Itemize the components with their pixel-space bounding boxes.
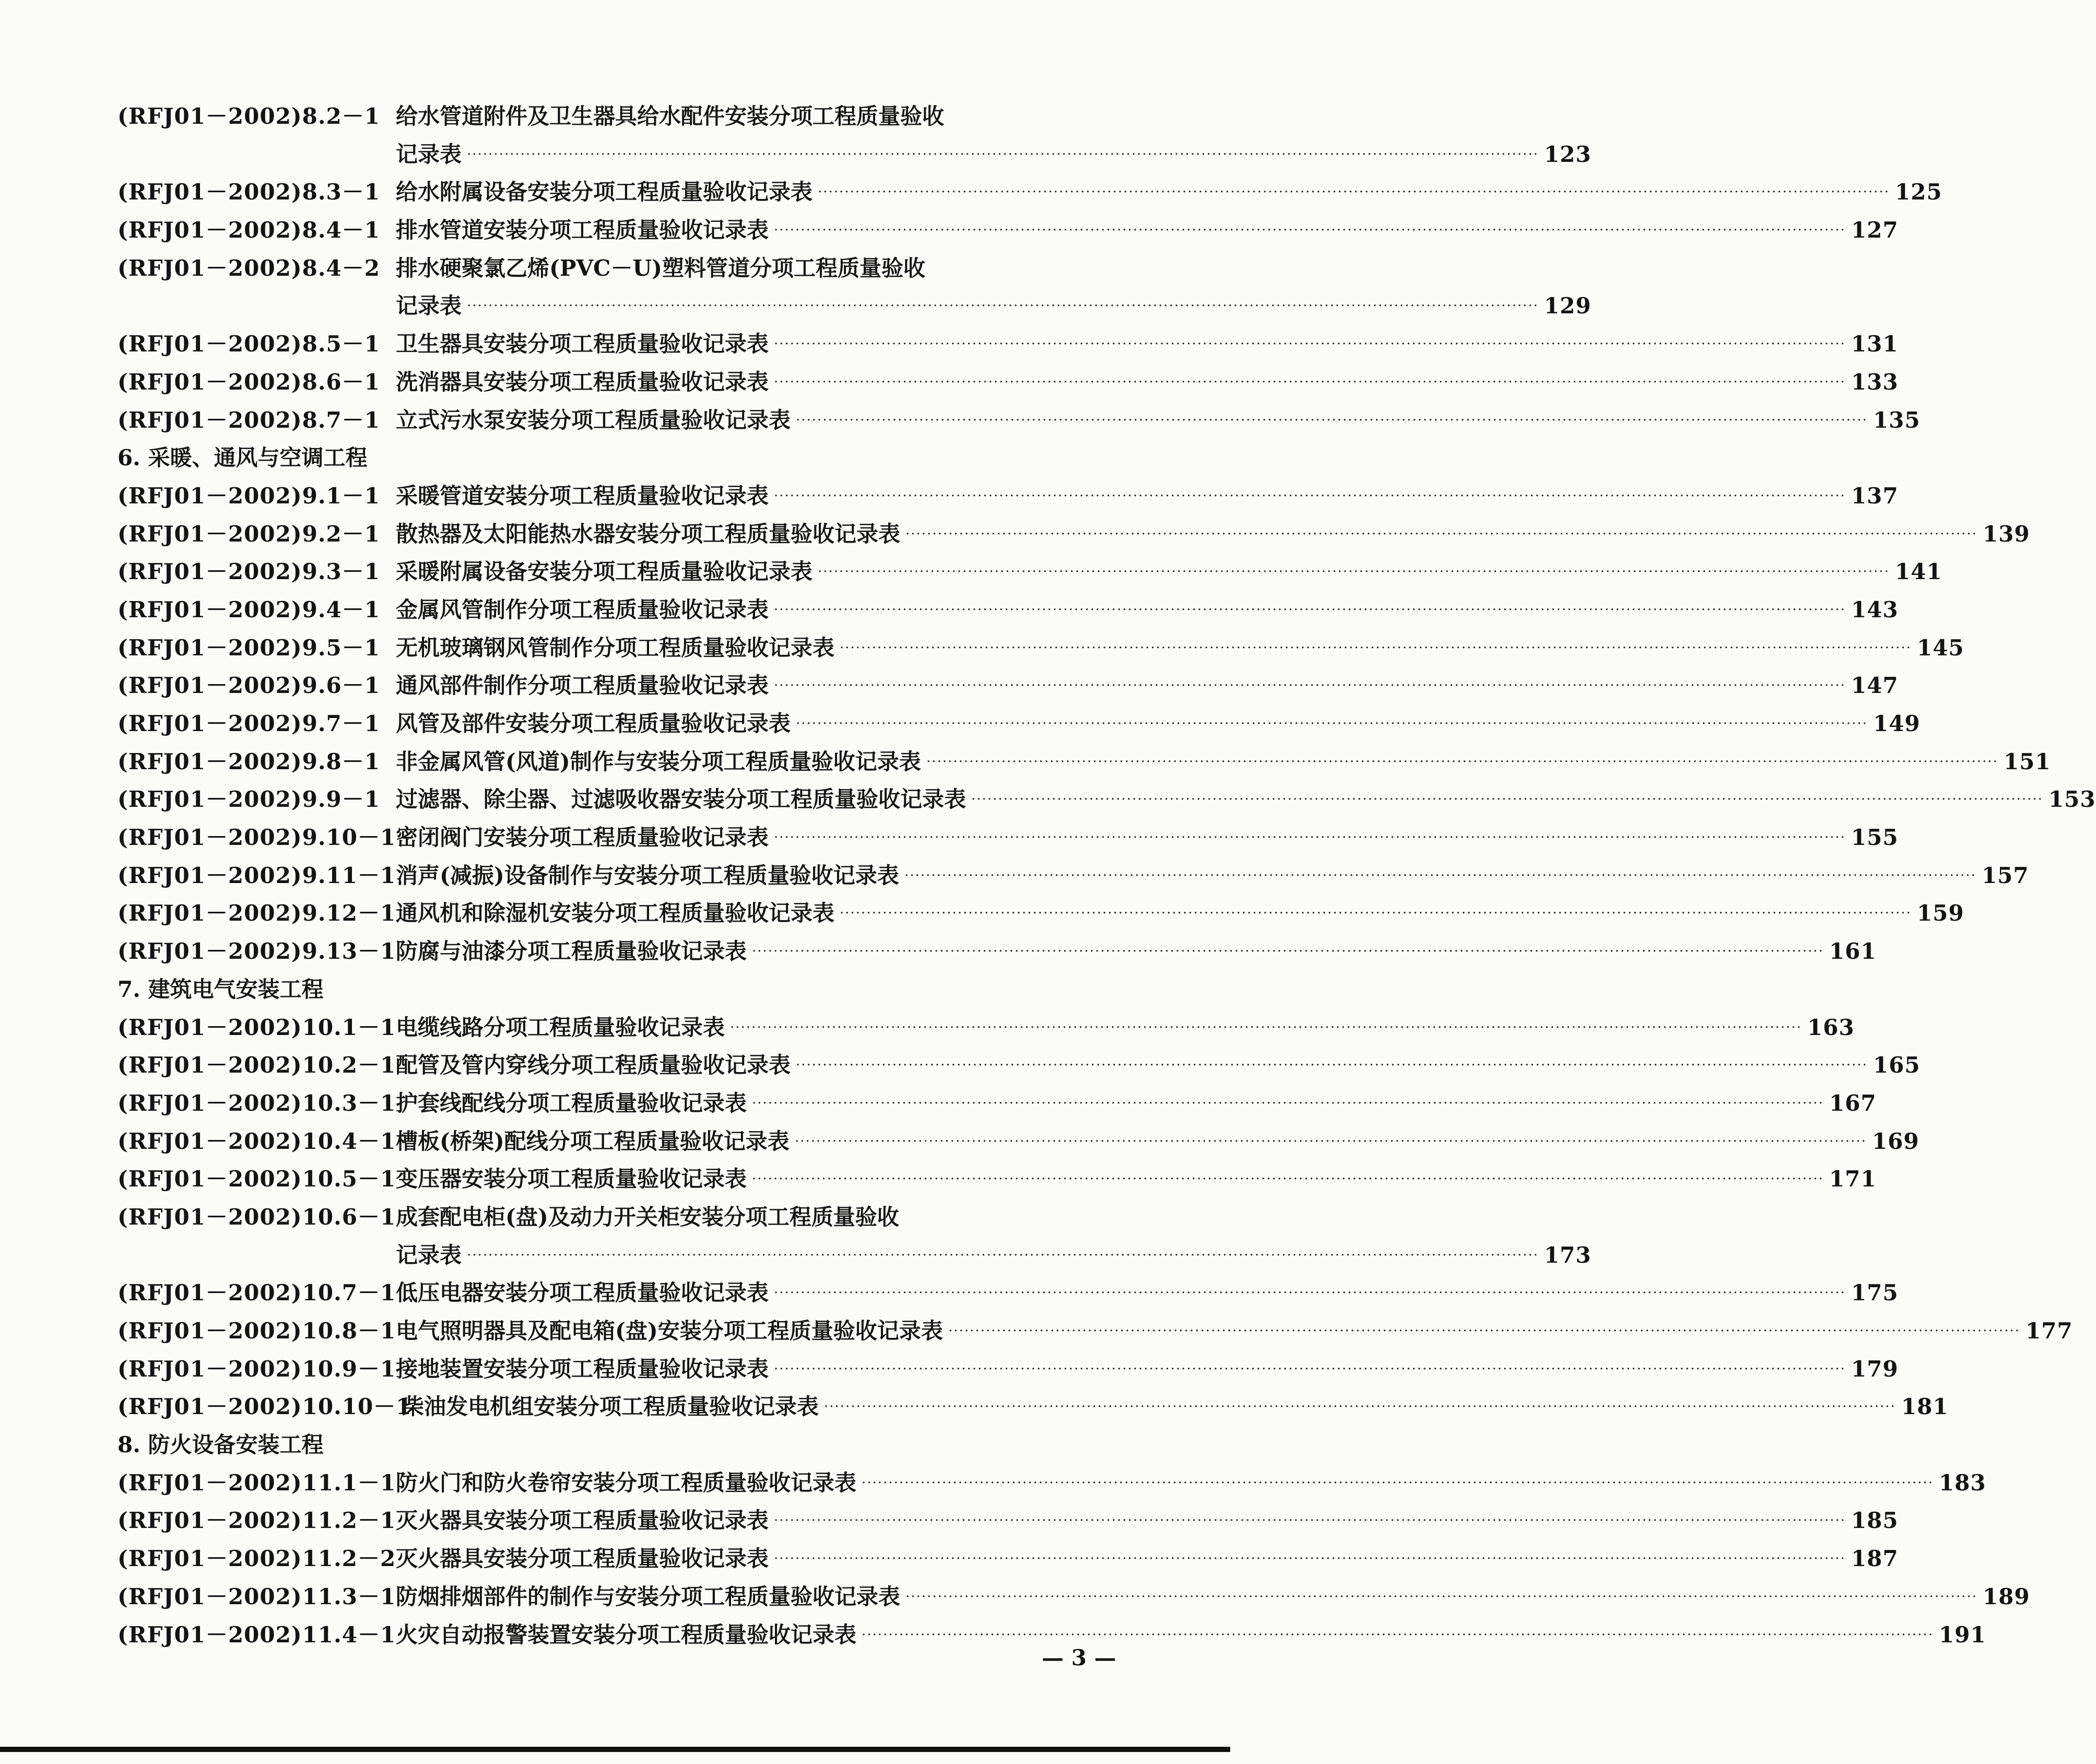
entry-page-number: 169 [1871,1128,1920,1154]
toc-entry[interactable] [117,211,1899,250]
toc-entry[interactable] [117,1350,1899,1389]
entry-title: 变压器安装分项工程质量验收记录表 [396,1166,747,1192]
entry-page-number: 133 [1851,369,1899,395]
entry-title: 风管及部件安装分项工程质量验收记录表 [396,711,791,736]
dot-leader: ········································································································································································································ [467,1247,1539,1263]
entry-page-number: 149 [1873,711,1921,736]
entry-title: 护套线配线分项工程质量验收记录表 [396,1090,747,1116]
entry-title: 防腐与油漆分项工程质量验收记录表 [396,938,747,965]
dot-leader: ········································································································································································································ [862,1627,1934,1643]
entry-page-number: 179 [1851,1356,1899,1382]
entry-title: 采暖管道安装分项工程质量验收记录表 [396,483,769,509]
dot-leader: ········································································································································································································ [752,1095,1824,1111]
dot-leader: ········································································································································································································ [905,526,1977,542]
section-heading: 8. 防火设备安装工程 [117,1432,324,1458]
entry-page-number: 173 [1544,1242,1592,1268]
entry-code: (RFJ01－2002)10.2－1 [117,1052,396,1078]
entry-title: 给水管道附件及卫生器具给水配件安装分项工程质量验收 [396,103,945,129]
dot-leader: ········································································································································································································ [467,298,1539,314]
entry-title: 电缆线路分项工程质量验收记录表 [396,1014,725,1040]
entry-title: 防火门和防火卷帘安装分项工程质量验收记录表 [396,1469,857,1496]
entry-page-number: 153 [2048,786,2096,813]
entry-page-number: 127 [1851,217,1899,243]
entry-code: (RFJ01－2002)9.7－1 [117,711,380,736]
entry-page-number: 189 [1982,1583,2030,1609]
dot-leader: ········································································································································································································ [824,1399,1896,1415]
entry-page-number: 181 [1901,1394,1949,1420]
entry-title: 接地装置安装分项工程质量验收记录表 [396,1356,769,1382]
entry-page-number: 171 [1829,1166,1877,1192]
entry-code: (RFJ01－2002)11.2－1 [117,1508,396,1534]
entry-code: (RFJ01－2002)10.1－1 [117,1014,396,1040]
dot-leader: ········································································································································································································ [840,905,1912,922]
entry-title: 柴油发电机组安装分项工程质量验收记录表 [402,1394,819,1420]
entry-title: 洗消器具安装分项工程质量验收记录表 [396,369,769,395]
entry-title: 卫生器具安装分项工程质量验收记录表 [396,331,769,357]
entry-page-number: 183 [1938,1469,1986,1496]
entry-code: (RFJ01－2002)11.4－1 [117,1621,396,1648]
toc-entry[interactable] [117,1464,1986,1502]
entry-title: 电气照明器具及配电箱(盘)安装分项工程质量验收记录表 [396,1318,943,1344]
toc-entry[interactable] [117,250,1133,288]
entry-page-number: 161 [1829,938,1877,965]
entry-code: (RFJ01－2002)9.6－1 [117,673,380,699]
toc-entry[interactable] [117,1274,1899,1312]
dot-leader: ········································································································································································································ [774,488,1846,504]
toc-entry[interactable] [117,1009,1855,1047]
entry-page-number: 135 [1873,407,1921,433]
toc-entry[interactable] [117,1085,1877,1123]
entry-page-number: 141 [1894,559,1942,585]
entry-code: (RFJ01－2002)9.4－1 [117,596,380,622]
entry-code: (RFJ01－2002)9.11－1 [117,862,396,888]
toc-entry[interactable] [117,515,2030,554]
entry-page-number: 165 [1873,1052,1921,1078]
dot-leader: ········································································································································································································ [467,146,1539,162]
entry-page-number: 143 [1851,596,1899,622]
entry-code: (RFJ01－2002)9.10－1 [117,825,396,851]
entry-title: 非金属风管(风道)制作与安装分项工程质量验收记录表 [396,748,921,774]
section-heading: 6. 采暖、通风与空调工程 [117,445,368,471]
dot-leader: ········································································································································································································ [840,640,1912,656]
entry-title: 无机玻璃钢风管制作分项工程质量验收记录表 [396,634,835,661]
entry-code: (RFJ01－2002)8.5－1 [117,331,380,357]
toc-entry-continuation[interactable] [117,1237,1592,1275]
entry-code: (RFJ01－2002)10.9－1 [117,1356,396,1382]
dot-leader: ········································································································································································································ [774,1551,1846,1567]
dot-leader: ········································································································································································································ [796,1057,1868,1074]
toc-entry[interactable] [117,1123,1920,1161]
dot-leader: ········································································································································································································ [818,564,1890,580]
dot-leader: ········································································································································································································ [774,336,1846,352]
entry-code: (RFJ01－2002)9.13－1 [117,938,396,965]
entry-code: (RFJ01－2002)9.1－1 [117,483,380,509]
dot-leader: ········································································································································································································ [774,222,1846,239]
entry-title: 火灾自动报警装置安装分项工程质量验收记录表 [396,1621,857,1648]
entry-page-number: 139 [1982,521,2030,547]
entry-page-number: 137 [1851,483,1899,509]
entry-title: 排水管道安装分项工程质量验收记录表 [396,217,769,243]
dot-leader: ········································································································································································································ [774,830,1846,846]
toc-entry[interactable] [117,173,1942,211]
entry-code: (RFJ01－2002)9.2－1 [117,521,380,547]
section-heading: 7. 建筑电气安装工程 [117,976,324,1002]
toc-entry[interactable] [117,363,1899,402]
dot-leader: ········································································································································································································ [904,867,1976,884]
entry-code: (RFJ01－2002)11.3－1 [117,1583,396,1609]
entry-title: 灭火器具安装分项工程质量验收记录表 [396,1508,769,1534]
entry-code: (RFJ01－2002)9.3－1 [117,559,380,585]
page-number: — 3 — [1042,1645,1116,1671]
dot-leader: ········································································································································································································ [774,374,1846,390]
entry-title: 过滤器、除尘器、过滤吸收器安装分项工程质量验收记录表 [396,786,967,813]
entry-page-number: 185 [1851,1508,1899,1534]
toc-entry[interactable] [117,781,2096,819]
entry-code: (RFJ01－2002)8.2－1 [117,103,380,129]
entry-page-number: 131 [1851,331,1899,357]
toc-entry[interactable] [117,743,2051,781]
entry-title: 消声(减振)设备制作与安装分项工程质量验收记录表 [396,862,899,888]
entry-title: 排水硬聚氯乙烯(PVC－U)塑料管道分项工程质量验收 [396,255,925,281]
entry-code: (RFJ01－2002)10.10－1 [117,1394,412,1420]
entry-title: 槽板(桥架)配线分项工程质量验收记录表 [396,1128,790,1154]
entry-title: 记录表 [396,293,462,319]
entry-page-number: 123 [1544,141,1592,167]
toc-entry[interactable] [117,857,2029,895]
entry-title: 灭火器具安装分项工程质量验收记录表 [396,1546,769,1572]
dot-leader: ········································································································································································································ [796,412,1868,428]
toc-entry[interactable] [117,895,1964,933]
entry-title: 给水附属设备安装分项工程质量验收记录表 [396,179,813,205]
entry-code: (RFJ01－2002)10.4－1 [117,1128,396,1154]
entry-page-number: 187 [1851,1546,1899,1572]
toc-entry[interactable] [117,402,1921,440]
dot-leader: ········································································································································································································ [905,1589,1977,1605]
dot-leader: ········································································································································································································ [818,184,1890,201]
entry-title: 记录表 [396,141,462,167]
entry-code: (RFJ01－2002)8.7－1 [117,407,380,433]
leader-row [117,287,1592,325]
dot-leader: ········································································································································································································ [774,1513,1846,1529]
dot-leader: ········································································································································································································ [774,1361,1846,1377]
entry-code: (RFJ01－2002)8.3－1 [117,179,380,205]
entry-page-number: 151 [2003,748,2051,774]
dot-leader: ········································································································································································································ [795,1133,1867,1149]
entry-page-number: 177 [2025,1318,2073,1344]
toc-entry[interactable] [117,1046,1921,1085]
entry-code: (RFJ01－2002)9.8－1 [117,748,380,774]
entry-code: (RFJ01－2002)10.7－1 [117,1280,396,1306]
entry-code: (RFJ01－2002)10.3－1 [117,1090,396,1116]
entry-code: (RFJ01－2002)10.6－1 [117,1204,396,1230]
entry-code: (RFJ01－2002)10.8－1 [117,1318,396,1344]
toc-entry-continuation[interactable] [117,287,1592,325]
toc-entry[interactable] [117,477,1899,515]
entry-page-number: 163 [1807,1014,1855,1040]
dot-leader: ········································································································································································································ [948,1323,2020,1339]
entry-title: 防烟排烟部件的制作与安装分项工程质量验收记录表 [396,1583,901,1609]
table-of-contents [117,98,2096,1654]
entry-title: 密闭阀门安装分项工程质量验收记录表 [396,825,769,851]
scan-bottom-edge [0,1747,1230,1752]
toc-entry[interactable] [117,1198,1133,1237]
toc-entry[interactable] [117,1388,1949,1426]
entry-page-number: 191 [1938,1621,1986,1648]
entry-page-number: 145 [1916,634,1964,661]
dot-leader: ········································································································································································································ [774,1285,1846,1301]
toc-entry[interactable] [117,819,1899,857]
entry-code: (RFJ01－2002)8.4－2 [117,255,380,281]
toc-entry[interactable] [117,325,1899,363]
entry-title: 成套配电柜(盘)及动力开关柜安装分项工程质量验收 [396,1204,899,1230]
entry-page-number: 155 [1851,825,1899,851]
entry-page-number: 157 [1981,862,2029,888]
entry-title: 散热器及太阳能热水器安装分项工程质量验收记录表 [396,521,901,547]
entry-title: 立式污水泵安装分项工程质量验收记录表 [396,407,791,433]
dot-leader: ········································································································································································································ [730,1019,1802,1036]
toc-entry[interactable] [117,1502,1899,1540]
entry-title: 配管及管内穿线分项工程质量验收记录表 [396,1052,791,1078]
entry-page-number: 129 [1544,293,1592,319]
toc-entry[interactable] [117,933,1877,971]
dot-leader: ········································································································································································································ [774,678,1846,694]
dot-leader: ········································································································································································································ [752,944,1824,960]
toc-entry[interactable] [117,1160,1877,1198]
entry-code: (RFJ01－2002)11.2－2 [117,1546,396,1572]
dot-leader: ········································································································································································································ [862,1475,1934,1491]
toc-entry[interactable] [117,1578,2030,1616]
entry-page-number: 167 [1829,1090,1877,1116]
entry-code: (RFJ01－2002)11.1－1 [117,1469,396,1496]
dot-leader: ········································································································································································································ [774,602,1846,618]
toc-entry[interactable] [117,705,1921,743]
entry-page-number: 175 [1851,1280,1899,1306]
entry-title: 记录表 [396,1242,462,1268]
toc-entry[interactable] [117,1540,1899,1578]
entry-code: (RFJ01－2002)8.4－1 [117,217,380,243]
toc-entry[interactable] [117,98,1133,136]
entry-title: 采暖附属设备安装分项工程质量验收记录表 [396,559,813,585]
entry-code: (RFJ01－2002)8.6－1 [117,369,380,395]
toc-entry[interactable] [117,629,1964,667]
toc-entry[interactable] [117,667,1899,705]
toc-entry[interactable] [117,1312,2073,1350]
entry-code: (RFJ01－2002)9.12－1 [117,900,396,926]
entry-title: 通风部件制作分项工程质量验收记录表 [396,673,769,699]
entry-code: (RFJ01－2002)10.5－1 [117,1166,396,1192]
dot-leader: ········································································································································································································ [971,792,2043,808]
toc-entry[interactable] [117,1616,1986,1654]
dot-leader: ········································································································································································································ [796,716,1868,732]
dot-leader: ········································································································································································································ [926,754,1998,770]
entry-page-number: 147 [1851,673,1899,699]
toc-entry-continuation[interactable] [117,136,1592,174]
entry-title: 通风机和除湿机安装分项工程质量验收记录表 [396,900,835,926]
entry-title: 低压电器安装分项工程质量验收记录表 [396,1280,769,1306]
entry-title: 金属风管制作分项工程质量验收记录表 [396,596,769,622]
entry-code: (RFJ01－2002)9.5－1 [117,634,380,661]
leader-row [117,136,1592,174]
toc-entry[interactable] [117,553,1942,591]
entry-page-number: 159 [1916,900,1964,926]
leader-row [117,1237,1592,1275]
entry-code: (RFJ01－2002)9.9－1 [117,786,380,813]
toc-entry[interactable] [117,591,1899,629]
entry-page-number: 125 [1894,179,1942,205]
dot-leader: ········································································································································································································ [752,1171,1824,1187]
